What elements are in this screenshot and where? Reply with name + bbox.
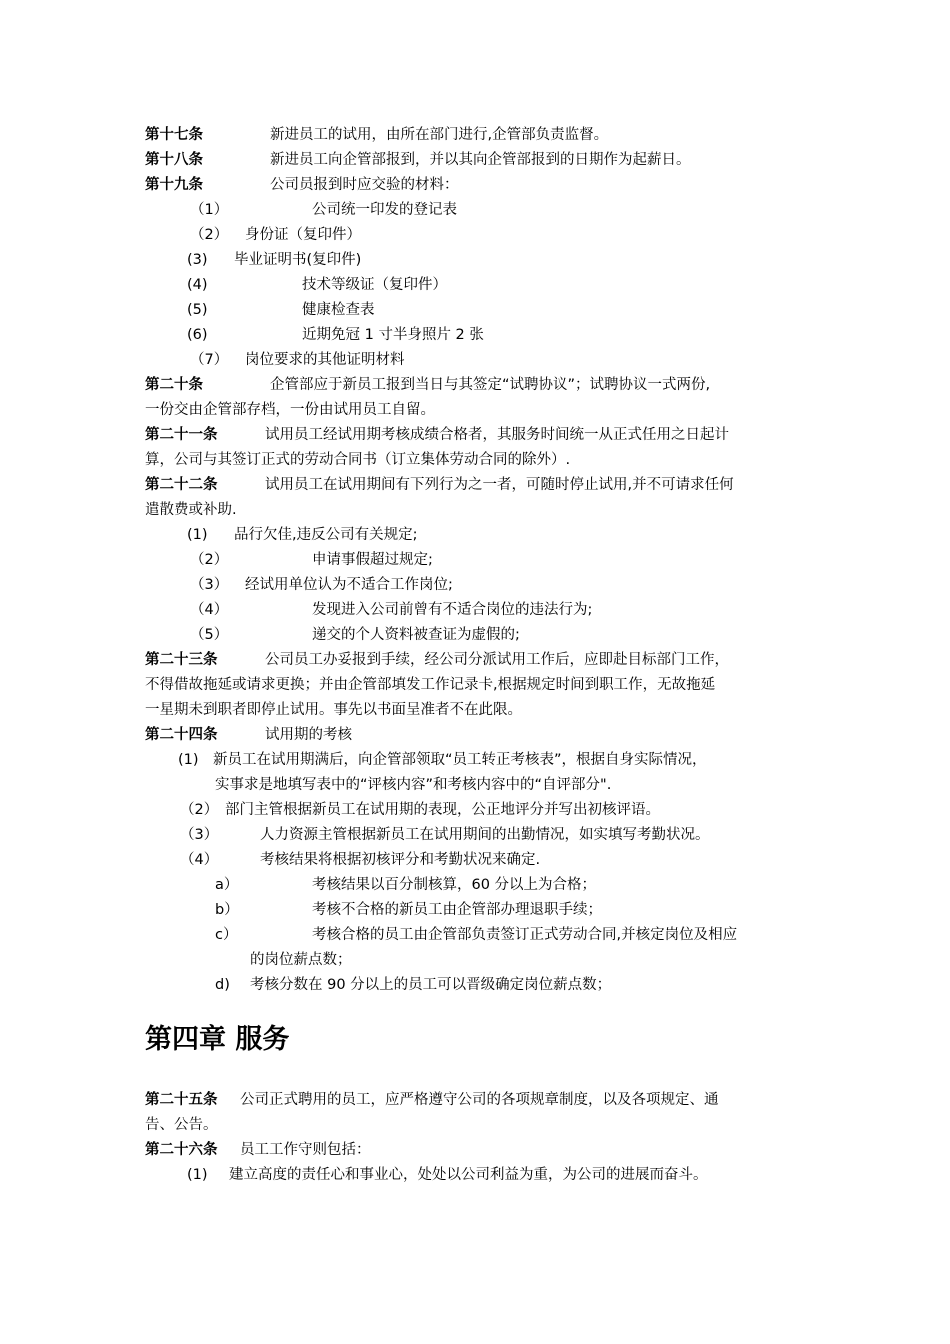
article-19-label: 第十九条: [145, 177, 203, 193]
sub-item-letter: b）: [215, 902, 239, 918]
article-26-label: 第二十六条: [145, 1142, 218, 1158]
list-item-text: 发现进入公司前曾有不适合岗位的违法行为;: [312, 602, 593, 618]
list-item-number: (3): [187, 252, 208, 268]
list-item-text: 身份证（复印件）: [245, 227, 361, 243]
article-19-text: 公司员报到时应交验的材料：: [270, 177, 459, 193]
list-item-number: （4）: [190, 602, 229, 618]
list-item-text: 新员工在试用期满后，向企管部领取“员工转正考核表”，根据自身实际情况，: [213, 752, 707, 768]
article-17-text: 新进员工的试用，由所在部门进行,企管部负责监督。: [270, 127, 609, 143]
article-23-continuation: 一星期未到职者即停止试用。事先以书面呈准者不在此限。: [145, 702, 522, 718]
sub-item-text: 考核结果以百分制核算，60 分以上为合格；: [312, 877, 597, 893]
list-item-number: (1): [187, 527, 208, 543]
article-25-continuation: 告、公告。: [145, 1117, 218, 1133]
article-21-label: 第二十一条: [145, 427, 218, 443]
list-item-text: 公司统一印发的登记表: [312, 202, 457, 218]
list-item-number: （2）: [180, 802, 219, 818]
article-23-label: 第二十三条: [145, 652, 218, 668]
article-25-text: 公司正式聘用的员工，应严格遵守公司的各项规章制度，以及各项规定、通: [240, 1092, 719, 1108]
article-22-text: 试用员工在试用期间有下列行为之一者，可随时停止试用,并不可请求任何: [265, 477, 734, 493]
article-23-continuation: 不得借故拖延或请求更换；并由企管部填发工作记录卡,根据规定时间到职工作，无故拖延: [145, 677, 716, 693]
list-item-number: （1）: [190, 202, 229, 218]
sub-item-letter: c）: [215, 927, 238, 943]
article-23-text: 公司员工办妥报到手续，经公司分派试用工作后，应即赴目标部门工作，: [265, 652, 729, 668]
article-20-continuation: 一份交由企管部存档，一份由试用员工自留。: [145, 402, 435, 418]
article-24-text: 试用期的考核: [265, 727, 352, 743]
list-item-number: (6): [187, 327, 208, 343]
list-item-number: (4): [187, 277, 208, 293]
sub-item-continuation: 的岗位薪点数；: [250, 952, 352, 968]
list-item-text: 人力资源主管根据新员工在试用期间的出勤情况，如实填写考勤状况。: [260, 827, 710, 843]
list-item-text: 健康检查表: [302, 302, 375, 318]
article-21-continuation: 算，公司与其签订正式的劳动合同书（订立集体劳动合同的除外）.: [145, 452, 571, 468]
list-item-number: (5): [187, 302, 208, 318]
list-item-number: （3）: [180, 827, 219, 843]
list-item-number: （4）: [180, 852, 219, 868]
list-item-number: (1): [178, 752, 199, 768]
list-item-text: 品行欠佳,违反公司有关规定;: [234, 527, 418, 543]
article-18-text: 新进员工向企管部报到，并以其向企管部报到的日期作为起薪日。: [270, 152, 691, 168]
chapter-heading: 第四章 服务: [145, 1024, 290, 1055]
list-item-number: （2）: [190, 552, 229, 568]
sub-item-text: 考核合格的员工由企管部负责签订正式劳动合同,并核定岗位及相应: [312, 927, 738, 943]
article-22-continuation: 遣散费或补助.: [145, 502, 237, 518]
list-item-text: 申请事假超过规定;: [312, 552, 433, 568]
article-22-label: 第二十二条: [145, 477, 218, 493]
list-item-text: 技术等级证（复印件）: [302, 277, 447, 293]
list-item-text: 毕业证明书(复印件): [234, 252, 362, 268]
list-item-text: 部门主管根据新员工在试用期的表现，公正地评分并写出初核评语。: [225, 802, 660, 818]
list-item-number: （3）: [190, 577, 229, 593]
list-item-text: 近期免冠 1 寸半身照片 2 张: [302, 327, 484, 343]
article-25-label: 第二十五条: [145, 1092, 218, 1108]
article-20-text: 企管部应于新员工报到当日与其签定“试聘协议”；试聘协议一式两份,: [270, 377, 711, 393]
list-item-text: 递交的个人资料被查证为虚假的;: [312, 627, 520, 643]
list-item-text: 岗位要求的其他证明材料: [245, 352, 405, 368]
list-item-text: 考核结果将根据初核评分和考勤状况来确定.: [260, 852, 541, 868]
list-item-continuation: 实事求是地填写表中的“评核内容”和考核内容中的“自评部分".: [215, 777, 612, 793]
list-item-number: （5）: [190, 627, 229, 643]
sub-item-text: 考核不合格的新员工由企管部办理退职手续；: [312, 902, 602, 918]
article-26-text: 员工工作守则包括：: [240, 1142, 371, 1158]
list-item-number: （2）: [190, 227, 229, 243]
sub-item-letter: a）: [215, 877, 239, 893]
article-24-label: 第二十四条: [145, 727, 218, 743]
list-item-number: （7）: [190, 352, 229, 368]
list-item-text: 经试用单位认为不适合工作岗位;: [245, 577, 453, 593]
list-item-number: (1): [187, 1167, 208, 1183]
article-20-label: 第二十条: [145, 377, 203, 393]
list-item-text: 建立高度的责任心和事业心，处处以公司利益为重，为公司的进展而奋斗。: [229, 1167, 708, 1183]
article-21-text: 试用员工经试用期考核成绩合格者，其服务时间统一从正式任用之日起计: [265, 427, 729, 443]
sub-item-text: 考核分数在 90 分以上的员工可以晋级确定岗位薪点数；: [250, 977, 612, 993]
article-18-label: 第十八条: [145, 152, 203, 168]
article-17-label: 第十七条: [145, 127, 203, 143]
sub-item-letter: d): [215, 977, 230, 993]
